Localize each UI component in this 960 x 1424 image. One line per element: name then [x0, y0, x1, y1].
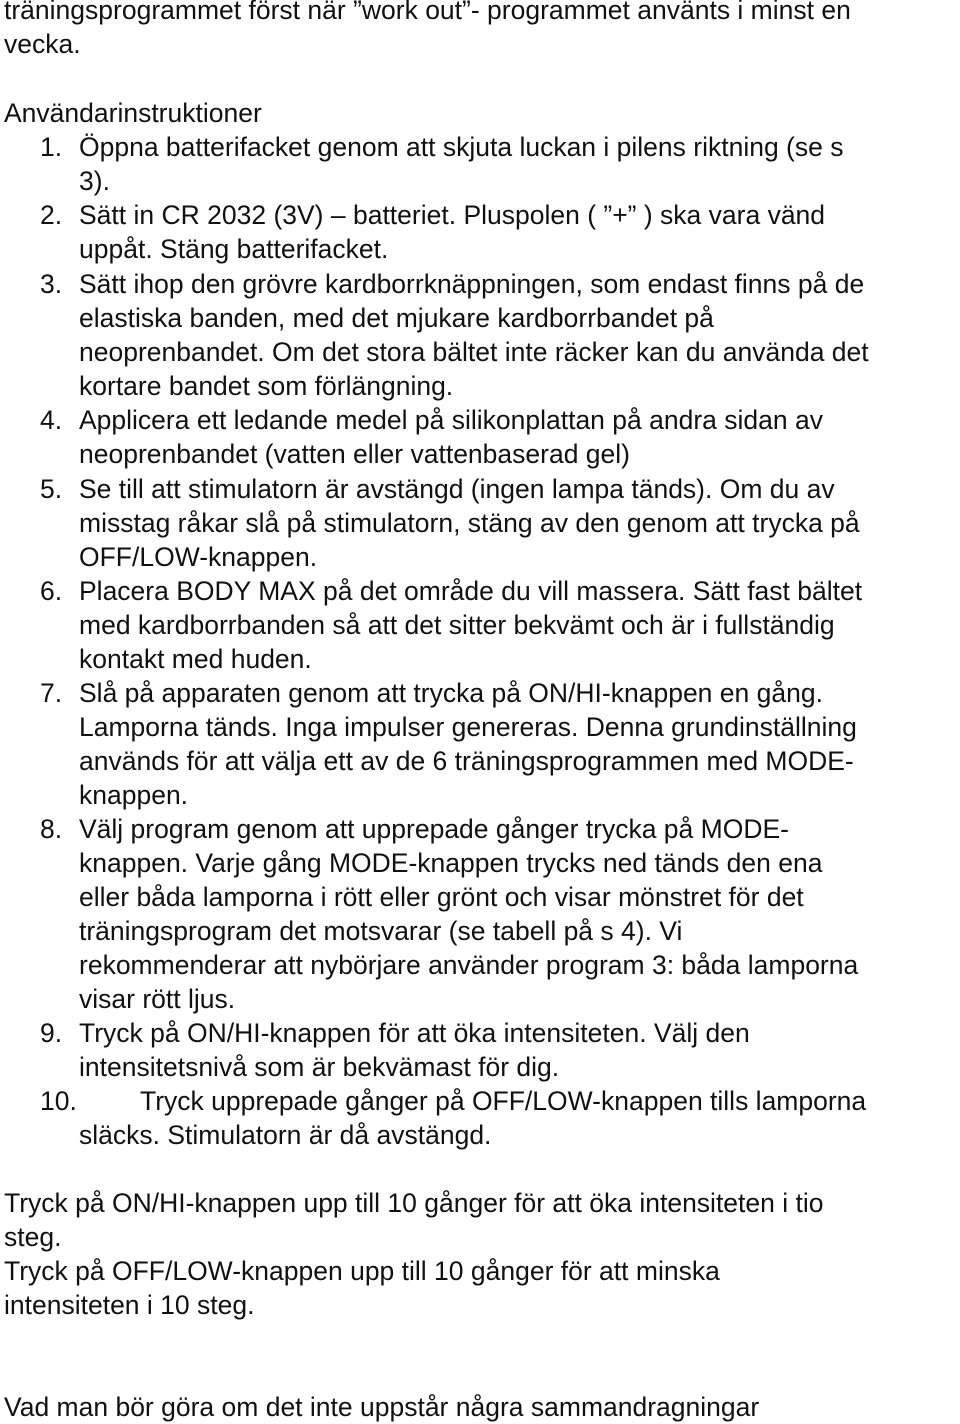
list-item-line: rekommenderar att nybörjare använder program 3: båda lamporna — [79, 950, 859, 980]
note-line: Tryck på ON/HI-knappen upp till 10 gånger för att öka intensiteten i tio — [4, 1188, 824, 1218]
list-item-line: intensitetsnivå som är bekvämast för dig. — [79, 1052, 560, 1082]
list-item-line: Tryck på ON/HI-knappen för att öka intensiteten. Välj den — [79, 1018, 750, 1048]
list-item-line: eller båda lamporna i rött eller grönt och visar mönstret för det — [79, 882, 804, 912]
troubleshooting-heading: Vad man bör göra om det inte uppstår några sammandragningar — [4, 1392, 760, 1422]
list-item-line: träningsprogram det motsvarar (se tabell på s 4). Vi — [79, 916, 683, 946]
note-line: Tryck på OFF/LOW-knappen upp till 10 gånger för att minska — [4, 1256, 720, 1286]
list-item-line: elastiska banden, med det mjukare kardborrbandet på — [79, 303, 714, 333]
list-item-number: 10. — [40, 1086, 77, 1116]
section-heading: Användarinstruktioner — [4, 98, 262, 128]
list-item-line: neoprenbandet (vatten eller vattenbaserad gel) — [79, 439, 630, 469]
list-item-number: 5. — [40, 474, 63, 504]
list-item-line: Öppna batterifacket genom att skjuta luckan i pilens riktning (se s — [79, 132, 844, 162]
list-item-line: Placera BODY MAX på det område du vill massera. Sätt fast bältet — [79, 576, 863, 606]
list-item-number: 3. — [40, 269, 63, 299]
list-item-line: Applicera ett ledande medel på silikonplattan på andra sidan av — [79, 405, 823, 435]
list-item-line: släcks. Stimulatorn är då avstängd. — [79, 1120, 492, 1150]
list-item-line: kontakt med huden. — [79, 644, 312, 674]
list-item-line: Välj program genom att upprepade gånger trycka på MODE- — [79, 814, 789, 844]
list-item-line: kortare bandet som förlängning. — [79, 371, 454, 401]
list-item-line: visar rött ljus. — [79, 984, 236, 1014]
list-item-number: 7. — [40, 678, 63, 708]
list-item-line: OFF/LOW-knappen. — [79, 542, 318, 572]
list-item-line: med kardborrbanden så att det sitter bekvämt och är i fullständig — [79, 610, 835, 640]
note-line: intensiteten i 10 steg. — [4, 1290, 255, 1320]
list-item-line: Sätt in CR 2032 (3V) – batteriet. Pluspolen ( ”+” ) ska vara vänd — [79, 200, 826, 230]
list-item-line: uppåt. Stäng batterifacket. — [79, 234, 389, 264]
list-item-line: knappen. — [79, 780, 189, 810]
note-line: steg. — [4, 1222, 62, 1252]
list-item-line: knappen. Varje gång MODE-knappen trycks ned tänds den ena — [79, 848, 823, 878]
intro-line: vecka. — [4, 29, 81, 59]
list-item-number: 6. — [40, 576, 63, 606]
list-item-line: misstag råkar slå på stimulatorn, stäng av den genom att trycka på — [79, 508, 860, 538]
list-item-line: Se till att stimulatorn är avstängd (ingen lampa tänds). Om du av — [79, 474, 835, 504]
list-item-number: 4. — [40, 405, 63, 435]
list-item-number: 8. — [40, 814, 63, 844]
list-item-line: Tryck upprepade gånger på OFF/LOW-knappen tills lamporna — [140, 1086, 867, 1116]
list-item-line: används för att välja ett av de 6 träningsprogrammen med MODE- — [79, 746, 854, 776]
list-item-line: Lamporna tänds. Inga impulser genereras. Denna grundinställning — [79, 712, 857, 742]
list-item-number: 2. — [40, 200, 63, 230]
list-item-number: 1. — [40, 132, 63, 162]
list-item-line: Sätt ihop den grövre kardborrknäppningen, som endast finns på de — [79, 269, 865, 299]
intro-line: träningsprogrammet först när ”work out”- programmet använts i minst en — [4, 0, 851, 25]
list-item-number: 9. — [40, 1018, 63, 1048]
list-item-line: 3). — [79, 166, 110, 196]
list-item-line: neoprenbandet. Om det stora bältet inte räcker kan du använda det — [79, 337, 869, 367]
list-item-line: Slå på apparaten genom att trycka på ON/HI-knappen en gång. — [79, 678, 823, 708]
